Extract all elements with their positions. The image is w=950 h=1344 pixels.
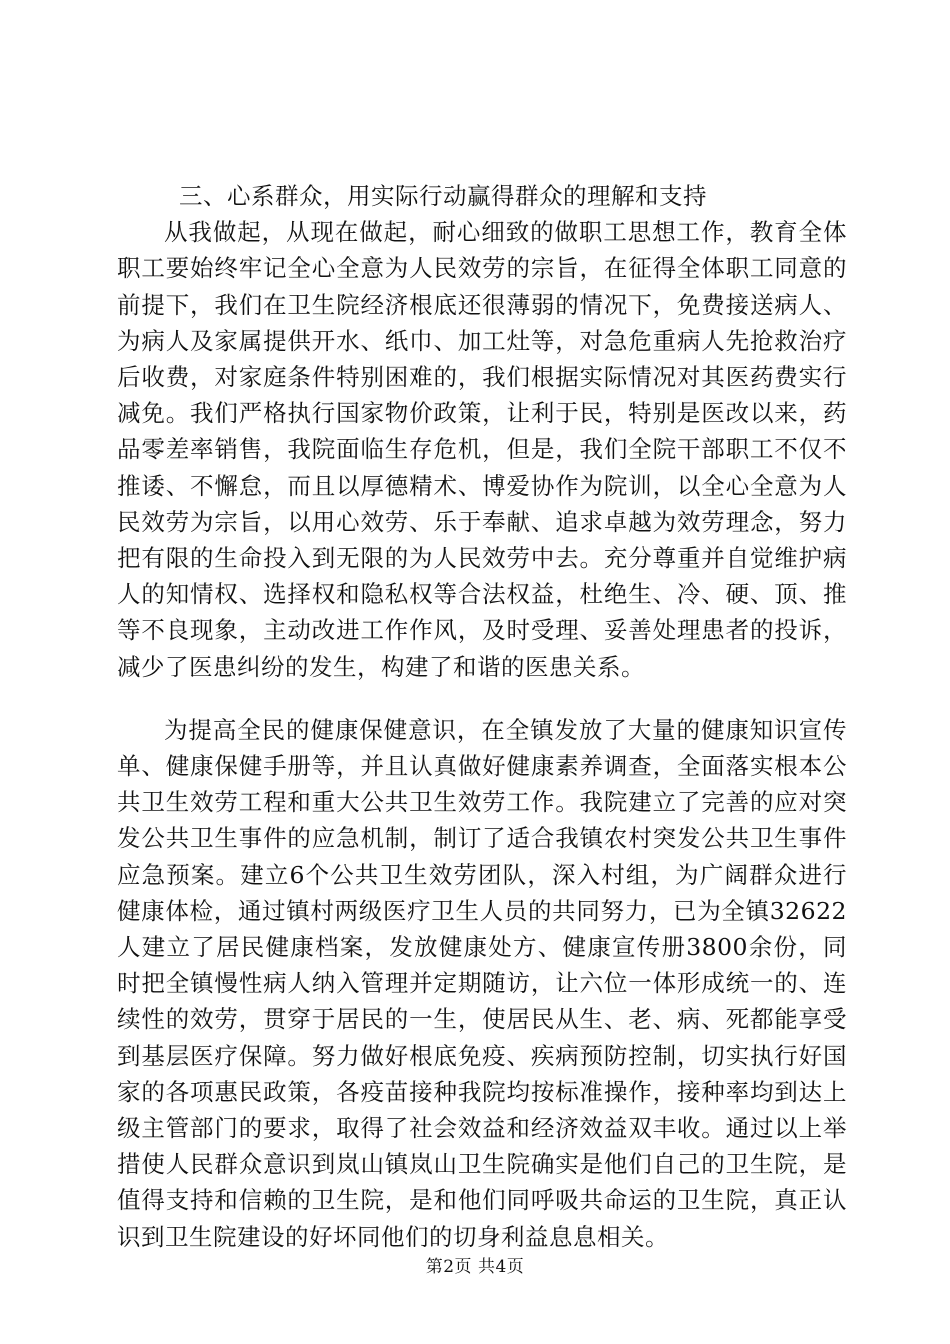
paragraph-patient-service: 从我做起，从现在做起，耐心细致的做职工思想工作，教育全体职工要始终牢记全心全意为人民效劳的宗旨，在征得全体职工同意的前提下，我们在卫生院经济根底还很薄弱的情况下，免费接送病人、为病人及家属提供开水、纸巾、加工灶等，对急危重病人先抢救治疗后收费，对家庭条件特别困难的，我们根据实际情况对其医药费实行减免。我们严格执行国家物价政策，让利于民，特别是医改以来，药品零差率销售，我院面临生存危机，但是，我们全院干部职工不仅不推诿、不懈怠，而且以厚德精术、博爱协作为院训，以全心全意为人民效劳为宗旨，以用心效劳、乐于奉献、追求卓越为效劳理念，努力把有限的生命投入到无限的为人民效劳中去。充分尊重并自觉维护病人的知情权、选择权和隐私权等合法权益，杜绝生、冷、硬、顶、推等不良现象，主动改进工作作风，及时受理、妥善处理患者的投诉，减少了医患纠纷的发生，构建了和谐的医患关系。 [117,218,847,681]
paragraph-gap [117,685,847,712]
document-body [117,178,847,1255]
page-number-footer: 第2页 共4页 [425,1257,525,1277]
section-heading: 三、心系群众，用实际行动赢得群众的理解和支持 [179,182,707,210]
paragraph-public-health: 为提高全民的健康保健意识，在全镇发放了大量的健康知识宣传单、健康保健手册等，并且认真做好健康素养调查，全面落实根本公共卫生效劳工程和重大公共卫生效劳工作。我院建立了完善的应对突发公共卫生事件的应急机制，制订了适合我镇农村突发公共卫生事件应急预案。建立6个公共卫生效劳团队，深入村组，为广阔群众进行健康体检，通过镇村两级医疗卫生人员的共同努力，已为全镇32622人建立了居民健康档案，发放健康处方、健康宣传册3800余份，同时把全镇慢性病人纳入管理并定期随访，让六位一体形成统一的、连续性的效劳，贯穿于居民的一生，使居民从生、老、病、死都能享受到基层医疗保障。努力做好根底免疫、疾病预防控制，切实执行好国家的各项惠民政策，各疫苗接种我院均按标准操作，接种率均到达上级主管部门的要求，取得了社会效益和经济效益双丰收。通过以上举措使人民群众意识到岚山镇岚山卫生院确实是他们自己的卫生院，是值得支持和信赖的卫生院，是和他们同呼吸共命运的卫生院，真正认识到卫生院建设的好坏同他们的切身利益息息相关。 [117,715,847,1251]
